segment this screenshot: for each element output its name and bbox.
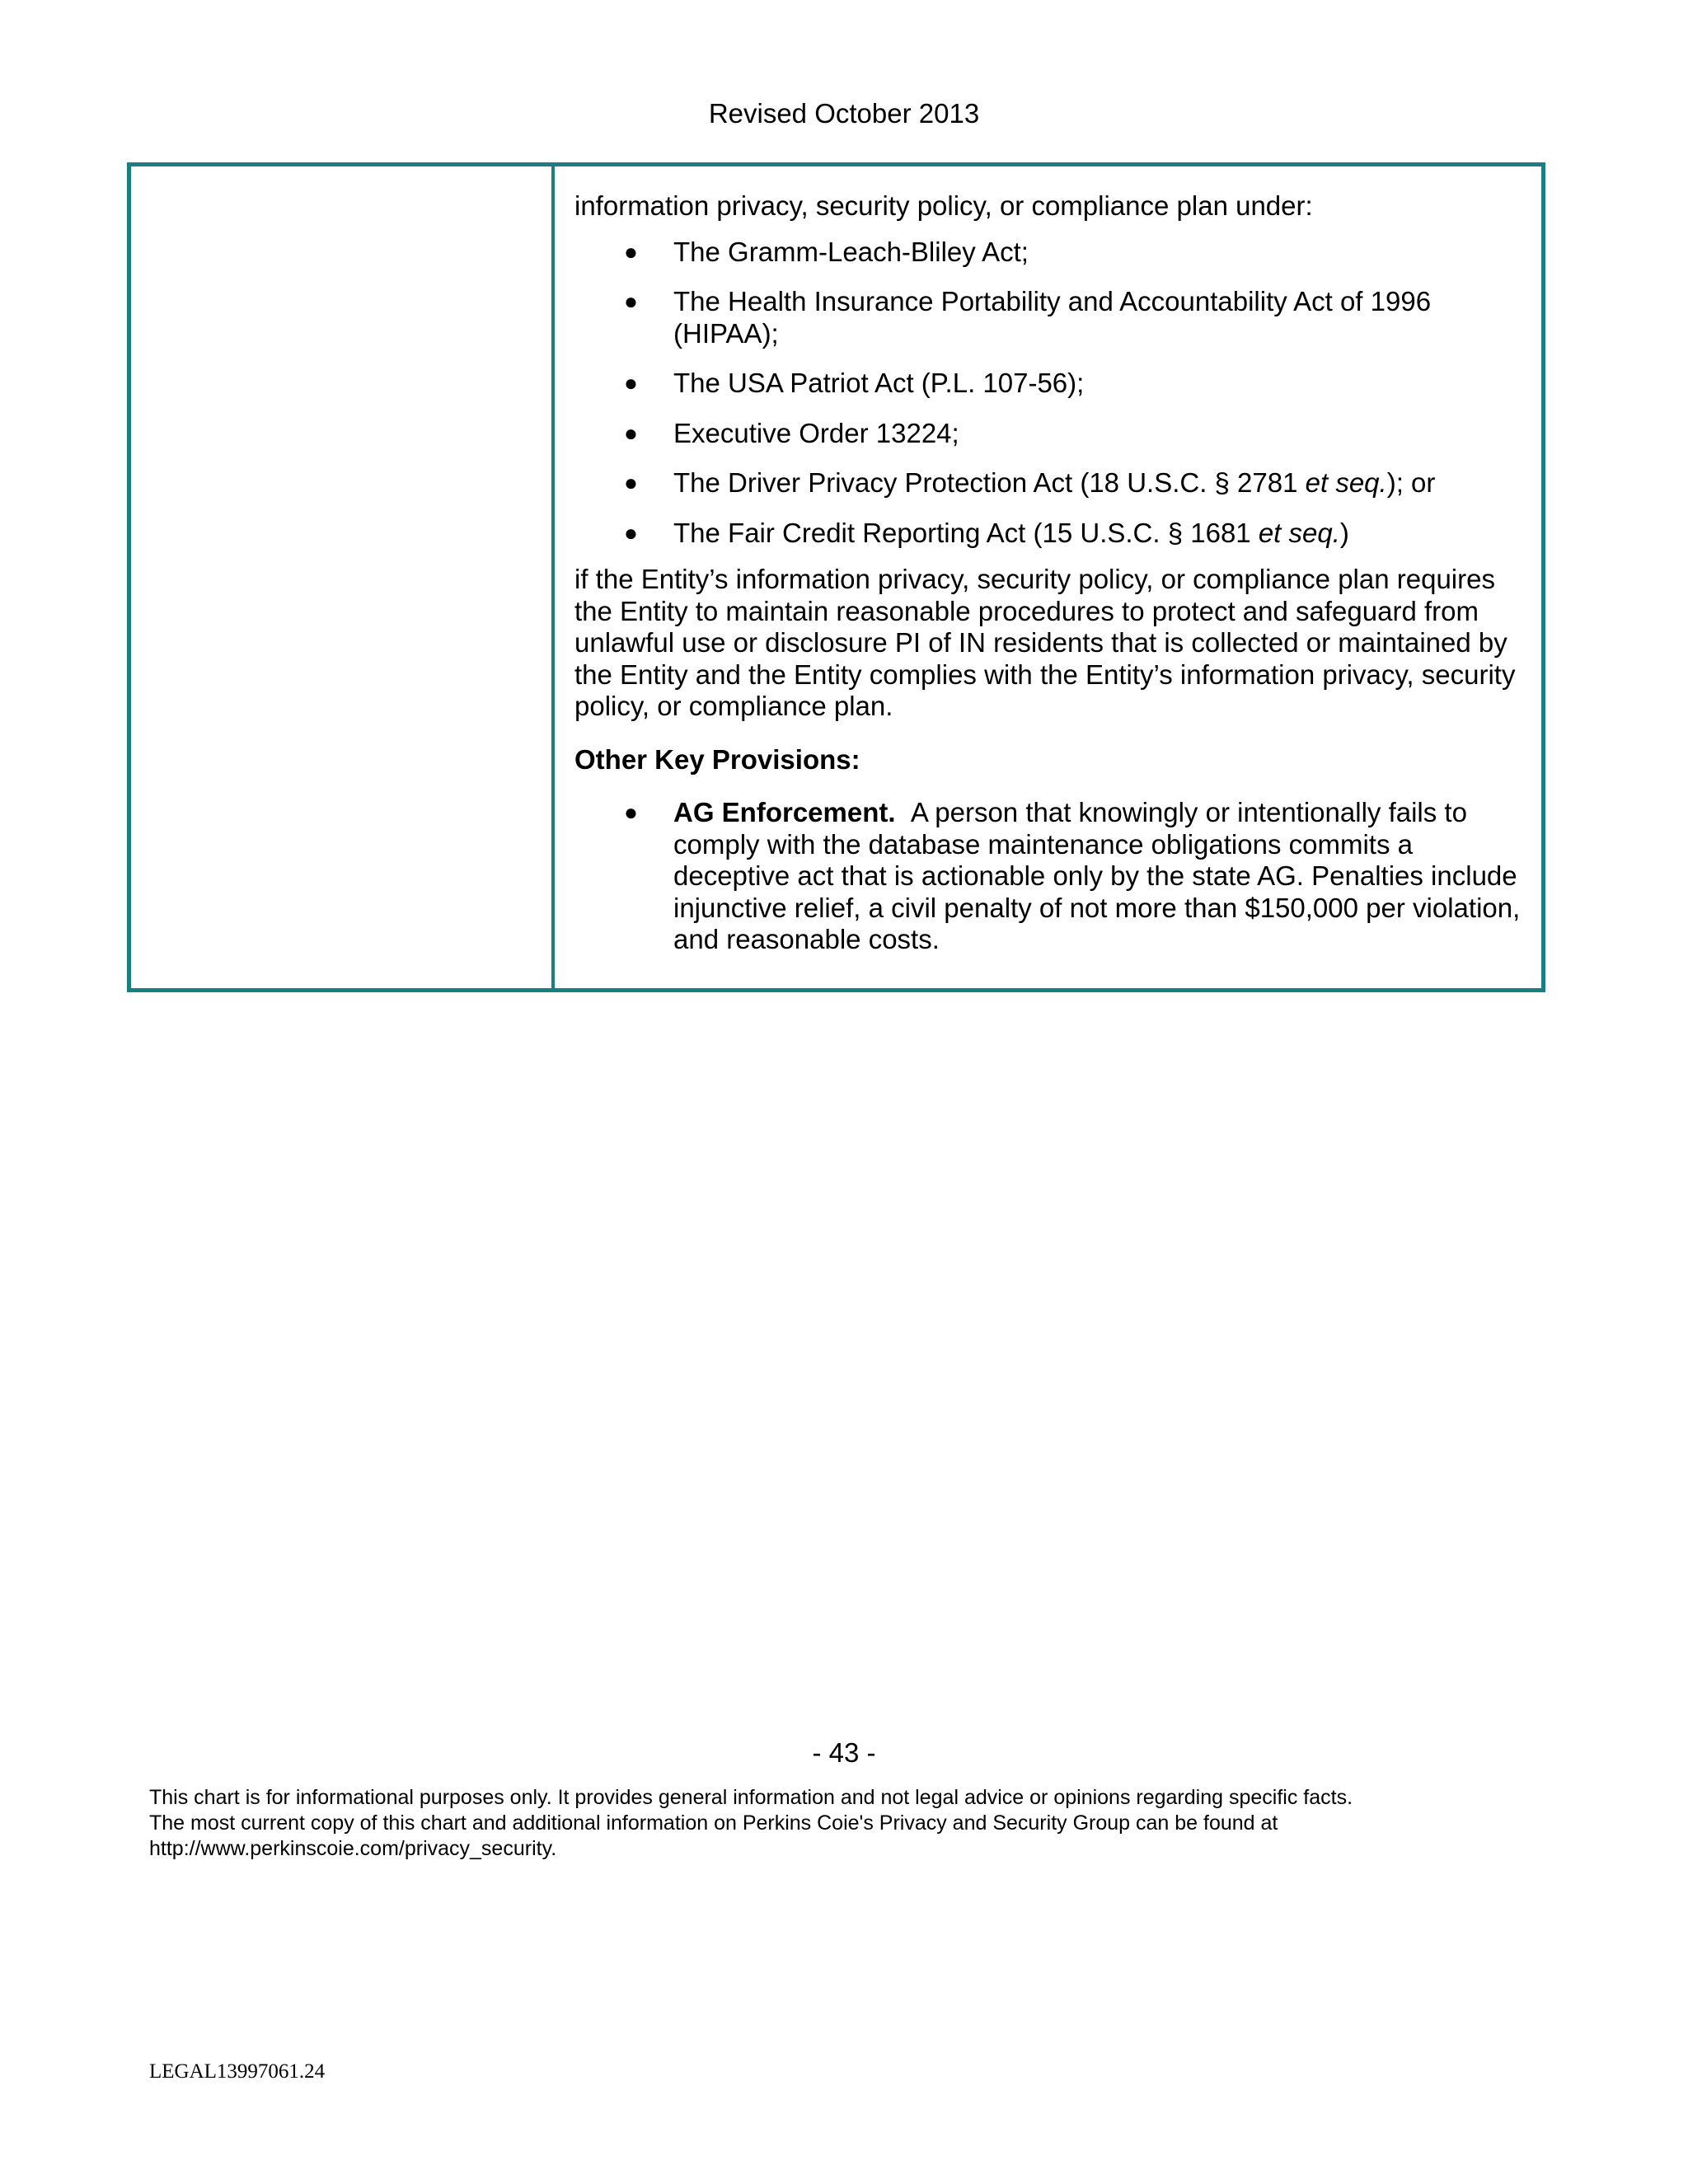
other-provisions-heading: Other Key Provisions:: [574, 743, 860, 775]
bullet-icon: ●: [624, 799, 638, 825]
provision-title: AG Enforcement.: [673, 797, 896, 827]
list-item-text: The Gramm-Leach-Bliley Act;: [673, 236, 1029, 267]
list-item-italic: et seq.: [1258, 517, 1340, 548]
document-id: LEGAL13997061.24: [149, 2060, 326, 2083]
disclaimer-line: This chart is for informational purposes only. It provides general information and not legal advice or opinions regarding specific facts.: [149, 1786, 1353, 1809]
content-table: [127, 162, 1545, 992]
table-right-cell: [555, 166, 1541, 988]
disclaimer-link[interactable]: http://www.perkinscoie.com/privacy_security.: [149, 1837, 557, 1860]
footer-disclaimer: [149, 1785, 1550, 1862]
list-item: [574, 518, 1522, 550]
list-item-text-post: ); or: [1386, 467, 1436, 498]
list-item: [574, 237, 1522, 269]
law-list: [574, 237, 1522, 550]
disclaimer-line: The most current copy of this chart and additional information on Perkins Coie's Privacy and Security Group can be found at: [149, 1811, 1278, 1835]
bullet-icon: ●: [624, 470, 638, 495]
revised-date-header: Revised October 2013: [708, 98, 980, 129]
list-item-text: The Health Insurance Portability and Accountability Act of 1996 (HIPAA);: [673, 286, 1432, 349]
bullet-icon: ●: [624, 288, 638, 314]
list-item: [574, 368, 1522, 400]
list-item-text: Executive Order 13224;: [673, 417, 959, 448]
list-item: [574, 467, 1522, 499]
bullet-icon: ●: [624, 519, 638, 546]
list-item: [574, 418, 1522, 450]
table-left-cell: [131, 166, 555, 988]
list-item: [574, 286, 1522, 349]
list-item-text: The USA Patriot Act (P.L. 107-56);: [673, 368, 1085, 398]
page-number: - 43 -: [812, 1737, 876, 1768]
list-item-text-pre: The Fair Credit Reporting Act (15 U.S.C. § 1681: [673, 517, 1259, 548]
list-item-italic: et seq.: [1305, 467, 1387, 498]
provision-body: A person that knowingly or intentionally fails to comply with the database maintenance obligations commits a deceptive act that is actionable only by the state AG. Penalties include injunctive relief, a civil penalty of not more than $150,000 per violation, and reasonable costs.: [673, 797, 1521, 954]
list-item: [574, 797, 1522, 956]
list-item-text-pre: The Driver Privacy Protection Act (18 U.S.C. § 2781: [673, 467, 1306, 498]
bullet-icon: ●: [624, 238, 638, 265]
bullet-icon: ●: [624, 370, 638, 396]
bullet-icon: ●: [624, 419, 638, 446]
list-item-text-post: ): [1339, 517, 1349, 548]
intro-text: information privacy, security policy, or compliance plan under:: [574, 190, 1313, 221]
closing-paragraph: if the Entity’s information privacy, security policy, or compliance plan requires the Entity to maintain reasonable procedures to protect and safeguard from unlawful use or disclosure PI of IN residents that is collected or maintained by the Entity and the Entity complies with the Entity’s information privacy, security policy, or compliance plan.: [574, 564, 1516, 721]
provisions-list: [574, 797, 1522, 956]
